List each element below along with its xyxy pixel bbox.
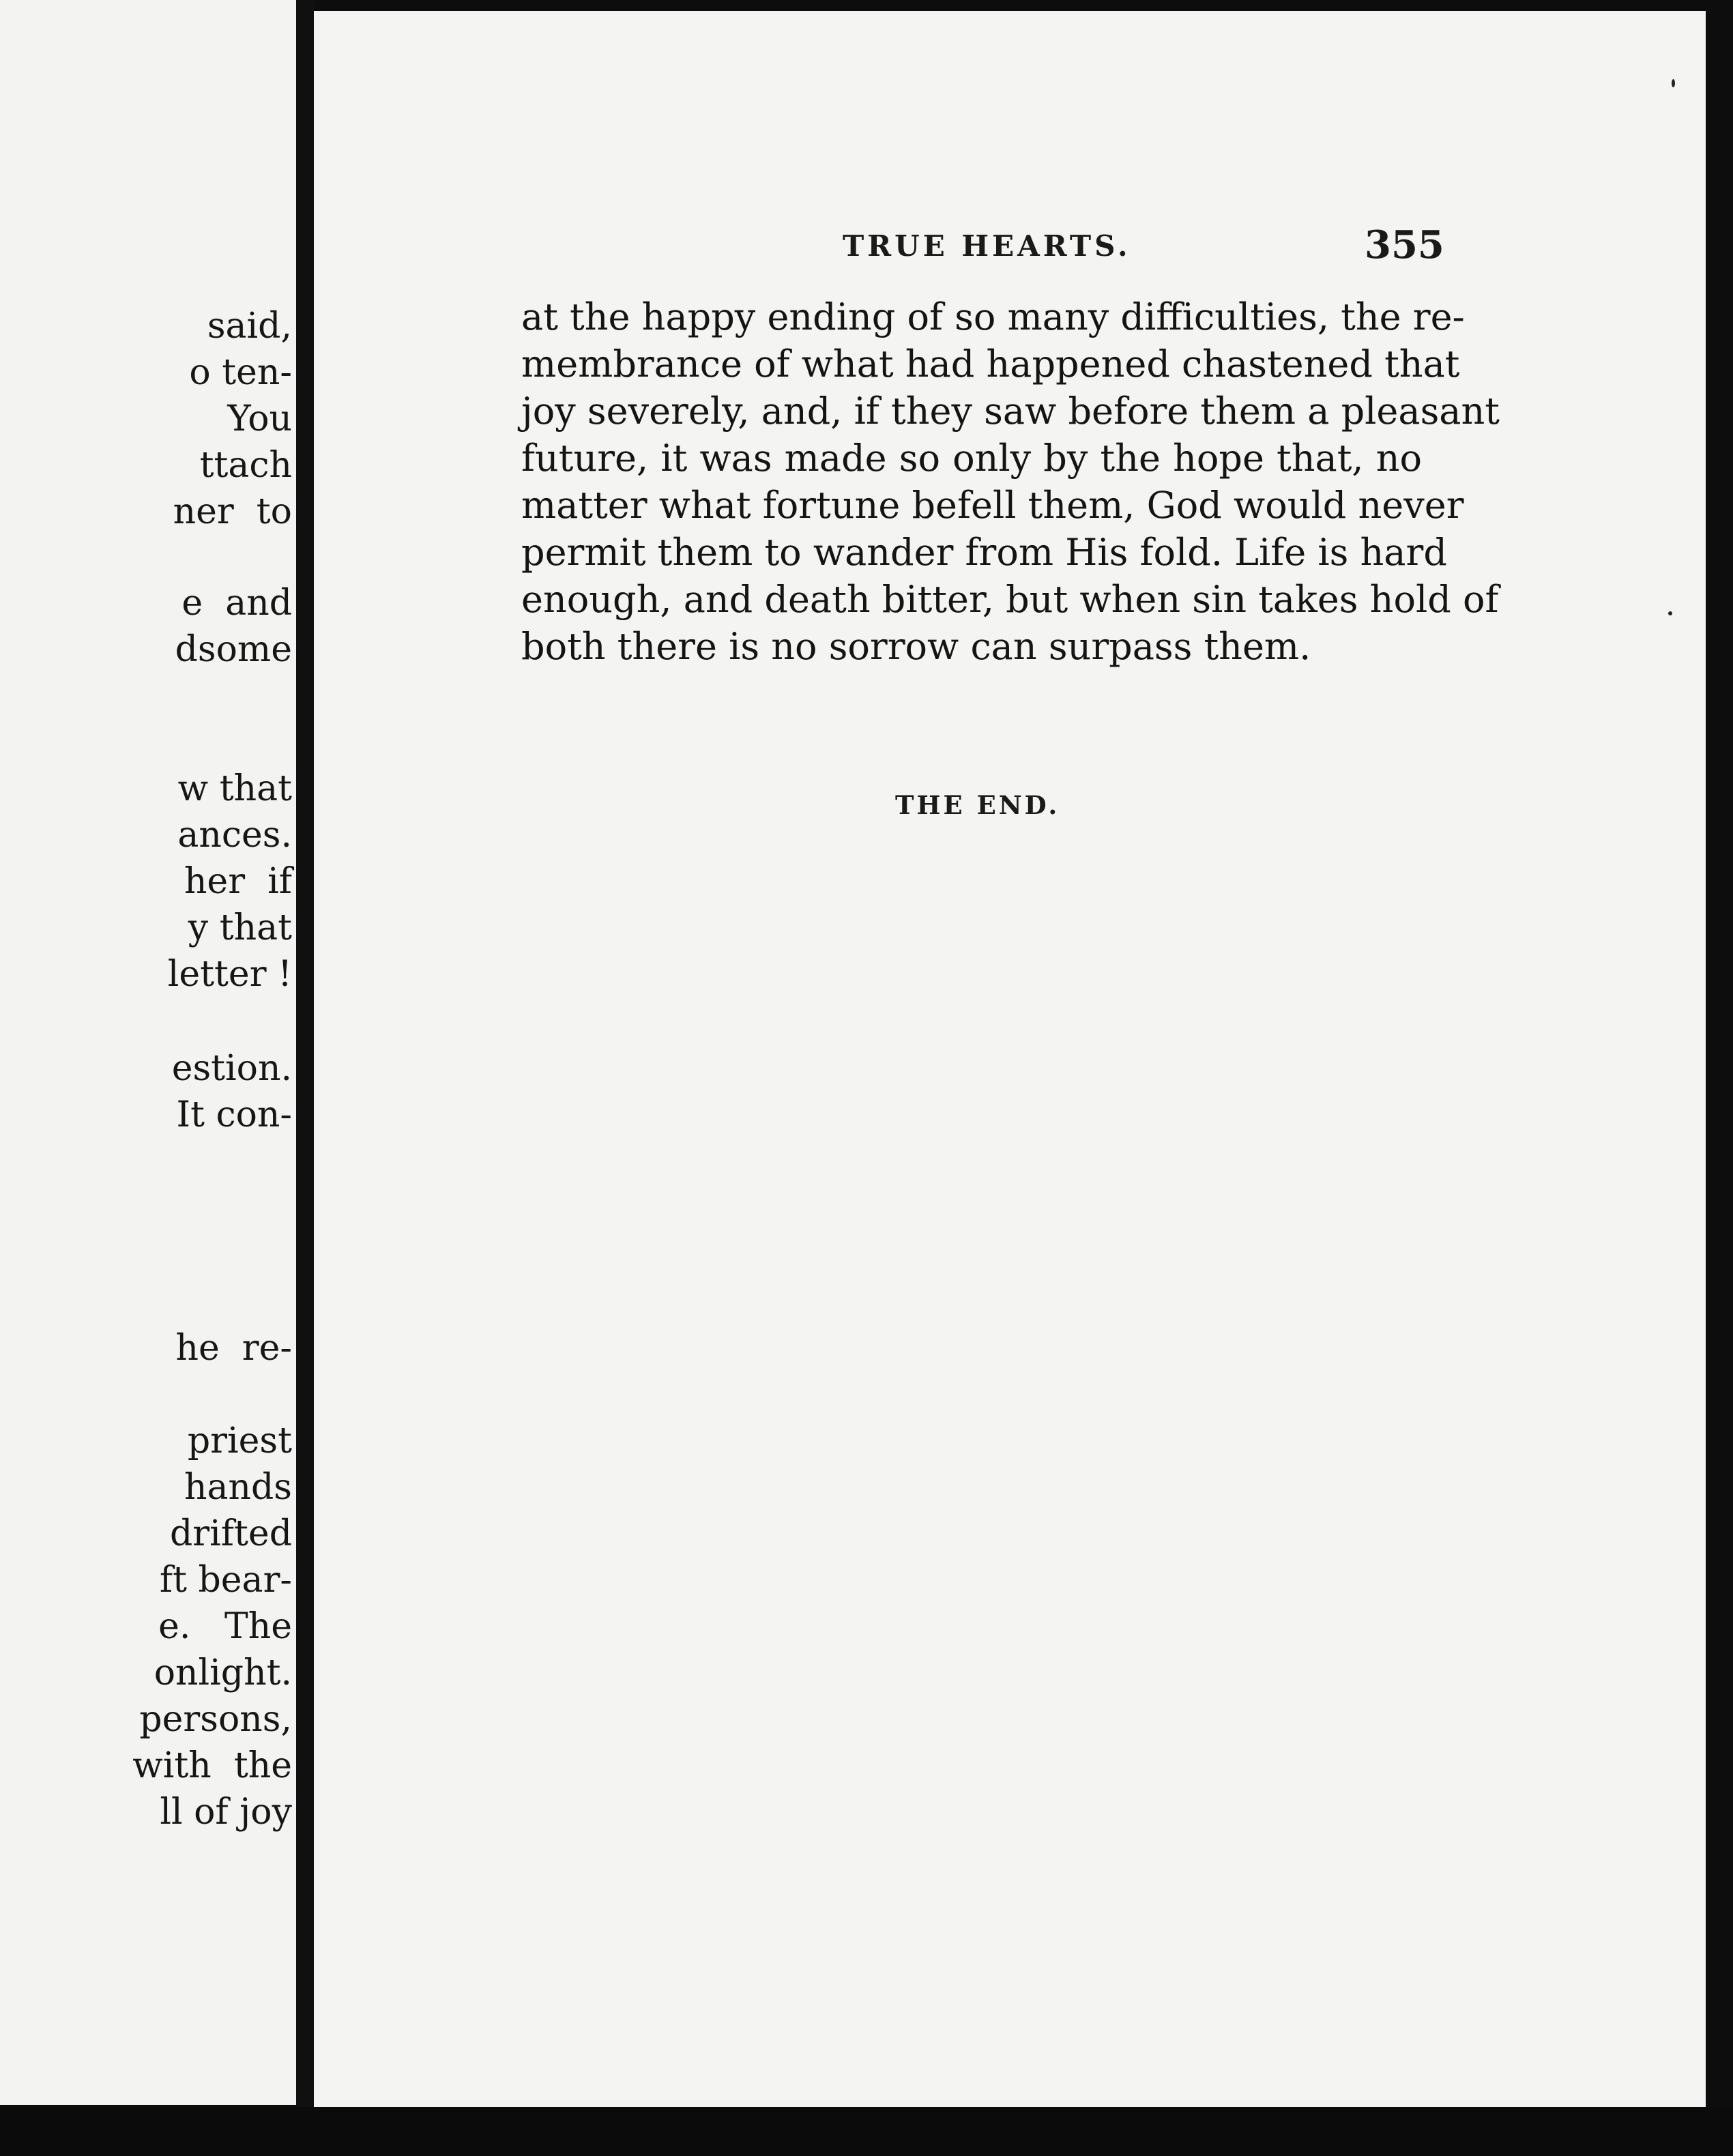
previous-page-line: he re- bbox=[175, 1328, 292, 1369]
previous-page-line: said, bbox=[207, 306, 292, 347]
previous-page-line: hands bbox=[184, 1467, 292, 1508]
previous-page-line: with the bbox=[132, 1745, 292, 1786]
previous-page-edge bbox=[0, 0, 300, 2105]
body-text bbox=[521, 293, 1500, 670]
previous-page-line: ll of joy bbox=[160, 1792, 292, 1833]
book-gutter bbox=[296, 0, 314, 2156]
previous-page-line: w that bbox=[177, 768, 292, 809]
previous-page-line: her if bbox=[184, 861, 292, 902]
scan-speck bbox=[1668, 611, 1672, 615]
previous-page-line: letter ! bbox=[167, 954, 292, 995]
previous-page-line: persons, bbox=[139, 1699, 292, 1740]
previous-page-line: drifted bbox=[170, 1513, 292, 1554]
body-line: matter what fortune befell them, God would never bbox=[521, 484, 1464, 527]
current-page bbox=[314, 11, 1706, 2107]
body-line: future, it was made so only by the hope that, no bbox=[521, 437, 1422, 480]
body-line: at the happy ending of so many difficulties, the re- bbox=[521, 295, 1465, 338]
previous-page-line: e and bbox=[181, 583, 292, 624]
previous-page-line: ttach bbox=[199, 445, 292, 486]
previous-page-line: onlight. bbox=[154, 1652, 292, 1693]
scan-bottom-edge bbox=[0, 2107, 1733, 2156]
body-line: enough, and death bitter, but when sin takes hold of bbox=[521, 578, 1499, 621]
body-line: permit them to wander from His fold. Life is hard bbox=[521, 531, 1447, 574]
body-line: both there is no sorrow can surpass them. bbox=[521, 625, 1311, 668]
previous-page-line: ances. bbox=[177, 815, 292, 856]
the-end-mark: THE END. bbox=[895, 790, 1060, 820]
page-number: 355 bbox=[1365, 222, 1444, 267]
previous-page-line: o ten- bbox=[189, 352, 292, 393]
previous-page-line: e. The bbox=[158, 1606, 292, 1647]
previous-page-line: ft bear- bbox=[159, 1560, 292, 1601]
previous-page-line: It con- bbox=[176, 1094, 292, 1135]
previous-page-line: dsome bbox=[175, 629, 292, 670]
previous-page-line: y that bbox=[188, 907, 292, 948]
previous-page-line: estion. bbox=[171, 1048, 292, 1089]
previous-page-line: ner to bbox=[173, 491, 292, 532]
body-line: membrance of what had happened chastened that bbox=[521, 343, 1460, 385]
running-head: TRUE HEARTS. bbox=[843, 229, 1131, 263]
scan-speck bbox=[1672, 79, 1675, 87]
previous-page-line: priest bbox=[187, 1421, 292, 1461]
previous-page-line: You bbox=[227, 398, 292, 439]
body-line: joy severely, and, if they saw before them a pleasant bbox=[521, 390, 1500, 433]
